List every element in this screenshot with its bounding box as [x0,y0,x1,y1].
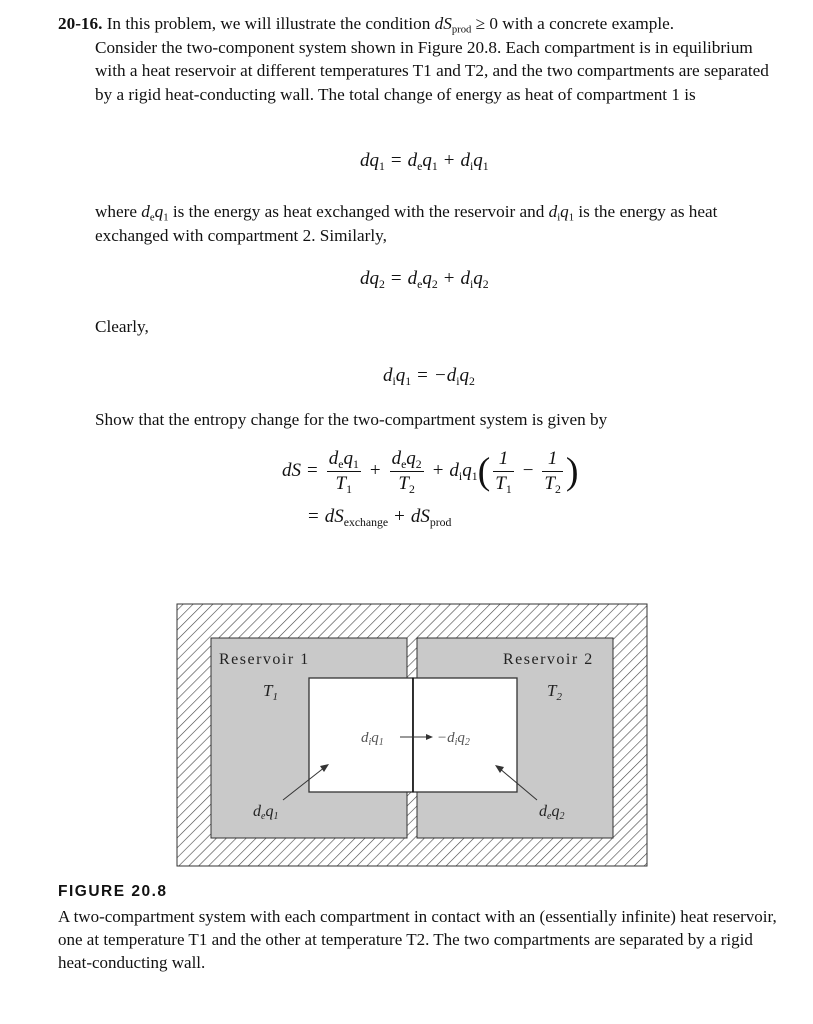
where-text-a: where [95,202,137,221]
condition-relation: ≥ 0 with a concrete example. [475,14,675,33]
equation-internal-balance: $d_iq_1 = -d_iq_2$ [383,365,475,389]
problem-intro: In this problem, we will illustrate the condition [106,14,431,33]
compartment-2 [413,678,517,792]
reservoir-1-label: Reservoir 1 [219,651,310,668]
where-paragraph: where $d_eq_1$ is the energy as heat exchanged with the reservoir and $d_iq_1$ is the energy as heat exchanged with compartment 2. Similarly, [95,202,718,245]
equation-dq2: $dq_2 = d_eq_2 + d_iq_2$ [360,268,489,292]
exchange-left-label: deq1 [253,803,279,822]
figure-caption: A two-compartment system with each compartment in contact with an (essentially infinite) heat reservoir, one at temperature T1 and the other at temperature T2. The two compartments are separated by a rigid heat-conducting wall. [58,907,777,973]
exchange-subscript: exchange [343,516,389,530]
problem-statement [58,12,774,106]
condition-symbol: dS [434,14,452,33]
t2-label: $T_2$ [547,681,562,703]
internal-flow-left-label: $d_iq_1$ [361,730,384,748]
t1-label: $T_1$ [263,681,278,703]
equation-entropy-change: dS = $\frac{d_eq_1}{T_1}$ + $\frac{d_eq_2}{T_2}$ + $d_iq_1$( $\frac{1}{T_1}$ − $\frac{1}{T_2}$ ) [282,448,579,497]
equation-dq1: $dq_1 = d_eq_1 + d_iq_1$ [360,150,489,174]
clearly-text: Clearly, [95,317,149,336]
figure-caption-heading: FIGURE 20.8 [58,883,168,900]
condition-subscript: prod [451,24,472,36]
figure-two-compartment-diagram [175,602,651,870]
problem-number: 20-16. [58,14,103,33]
prod-subscript: prod [429,516,452,530]
problem-paragraph-1: Consider the two-component system shown in Figure 20.8. Each compartment is in equilibrium with a heat reservoir at different temperatures T1 and T2, and the two compartments are separated by a rigid heat-conducting wall. The total change of energy as heat of compartment 1 is [95,37,769,104]
reservoir-2-label: Reservoir 2 [503,651,594,668]
where-text-b: is the energy as heat exchanged with the reservoir and [172,202,545,221]
show-that-text: Show that the entropy change for the two-compartment system is given by [95,410,608,429]
equation-entropy-split: = $dS_{exchange} + dS_{prod}$ [308,506,452,530]
internal-flow-right-label: $-d_iq_2$ [437,730,470,748]
exchange-right-label: deq2 [539,803,565,822]
where-text-c: is the energy as heat exchanged with compartment 2. Similarly, [95,202,718,245]
